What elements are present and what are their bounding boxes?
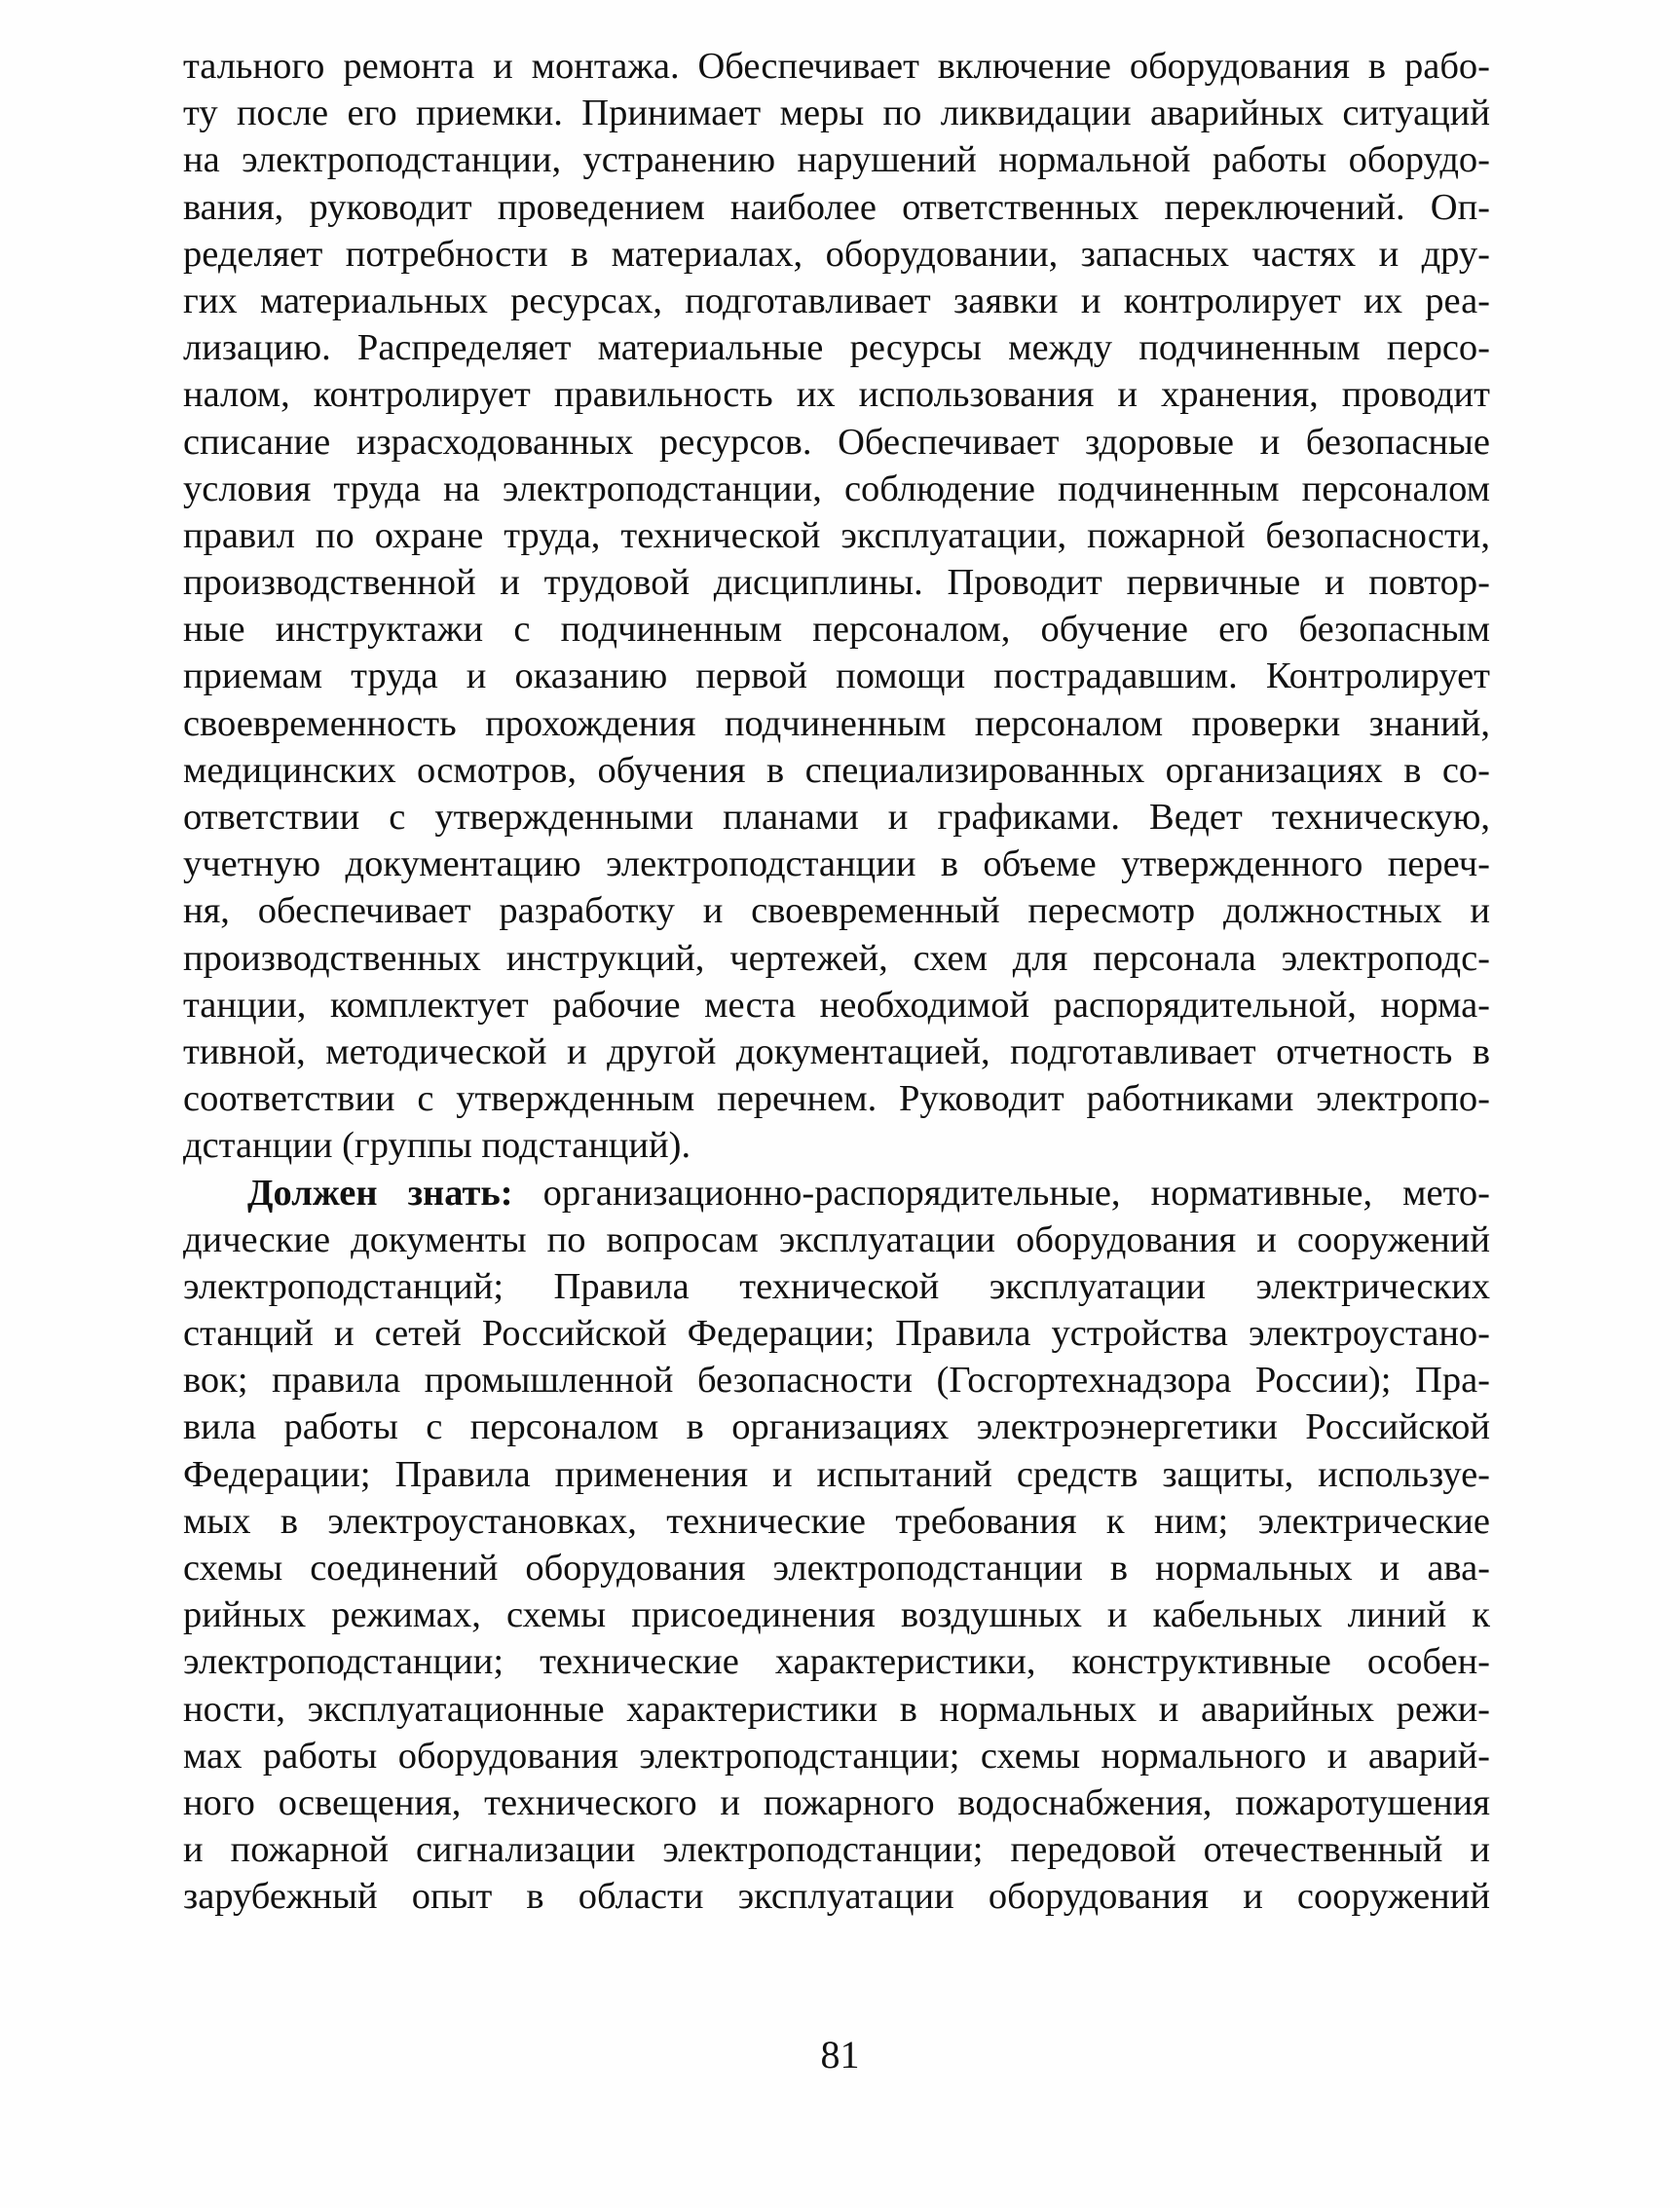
text-line: тивной, методической и другой документацией, подготавливает отчетность в [183,1030,1490,1072]
text-line: мах работы оборудования электроподстанции; схемы нормального и аварий- [183,1735,1490,1777]
text-line: мых в электроустановках, технические требования к ним; электрические [183,1500,1490,1542]
text-line: рийных режимах, схемы присоединения воздушных и кабельных линий к [183,1594,1490,1636]
text-line: лизацию. Распределяет материальные ресурсы между подчиненным персо- [183,327,1490,369]
text-line [183,1170,1490,1216]
text-line: ответствии с утвержденными планами и графиками. Ведет техническую, [183,797,1490,838]
text-line: схемы соединений оборудования электроподстанции в нормальных и ава- [183,1548,1490,1589]
text-line: и пожарной сигнализации электроподстанции; передовой отечественный и [183,1829,1490,1871]
text-line: производственной и трудовой дисциплины. Проводит первичные и повтор- [183,562,1490,604]
text-line: на электроподстанции, устранению нарушений нормальной работы оборудо- [183,139,1490,181]
text-line: ту после его приемки. Принимает меры по ликвидации аварийных ситуаций [183,93,1490,134]
text-line: дстанции (группы подстанций). [183,1125,691,1167]
text-line: соответствии с утвержденным перечнем. Руководит работниками электропо- [183,1078,1490,1120]
text-line: ные инструктажи с подчиненным персоналом, обучение его безопасным [183,609,1490,651]
text-line-rest: организационно-распорядительные, нормативные, мето- [512,1172,1490,1214]
text-line: правил по охране труда, технической эксплуатации, пожарной безопасности, [183,514,1490,556]
text-line: вок; правила промышленной безопасности (Госгортехнадзора России); Пра- [183,1360,1490,1402]
text-line: станций и сетей Российской Федерации; Правила устройства электроустано- [183,1313,1490,1355]
paragraph-duties [183,43,1490,1170]
paragraph-must-know [183,1170,1490,1921]
text-line: ности, эксплуатационные характеристики в нормальных и аварийных режи- [183,1688,1490,1730]
text-line: ня, обеспечивает разработку и своевременный пересмотр должностных и [183,890,1490,932]
body-text [183,43,1490,1921]
text-line: производственных инструкций, чертежей, схем для персонала электроподс- [183,937,1490,979]
must-know-heading: Должен знать: [247,1172,513,1214]
text-line: танции, комплектует рабочие места необходимой распорядительной, норма- [183,984,1490,1026]
text-line: списание израсходованных ресурсов. Обеспечивает здоровые и безопасные [183,421,1490,463]
text-line: медицинских осмотров, обучения в специализированных организациях в со- [183,749,1490,791]
text-line: тального ремонта и монтажа. Обеспечивает включение оборудования в рабо- [183,46,1490,87]
text-line: зарубежный опыт в области эксплуатации оборудования и сооружений [183,1876,1490,1918]
text-line: электроподстанции; технические характеристики, конструктивные особен- [183,1641,1490,1683]
text-line: приемам труда и оказанию первой помощи пострадавшим. Контролирует [183,655,1490,697]
text-line: учетную документацию электроподстанции в объеме утвержденного переч- [183,843,1490,885]
text-line: ного освещения, технического и пожарного водоснабжения, пожаротушения [183,1781,1490,1823]
text-line: ределяет потребности в материалах, оборудовании, запасных частях и дру- [183,233,1490,275]
text-line: вила работы с персоналом в организациях электроэнергетики Российской [183,1406,1490,1448]
text-line: своевременность прохождения подчиненным персоналом проверки знаний, [183,702,1490,744]
text-line: Федерации; Правила применения и испытаний средств защиты, используе- [183,1453,1490,1495]
text-line: налом, контролирует правильность их использования и хранения, проводит [183,374,1490,416]
page-number: 81 [820,2033,860,2077]
text-line: гих материальных ресурсах, подготавливает заявки и контролирует их реа- [183,280,1490,321]
text-line: условия труда на электроподстанции, соблюдение подчиненным персоналом [183,468,1490,509]
text-line: вания, руководит проведением наиболее ответственных переключений. Оп- [183,186,1490,228]
text-line: электроподстанций; Правила технической эксплуатации электрических [183,1265,1490,1307]
text-line: дические документы по вопросам эксплуатации оборудования и сооружений [183,1218,1490,1260]
